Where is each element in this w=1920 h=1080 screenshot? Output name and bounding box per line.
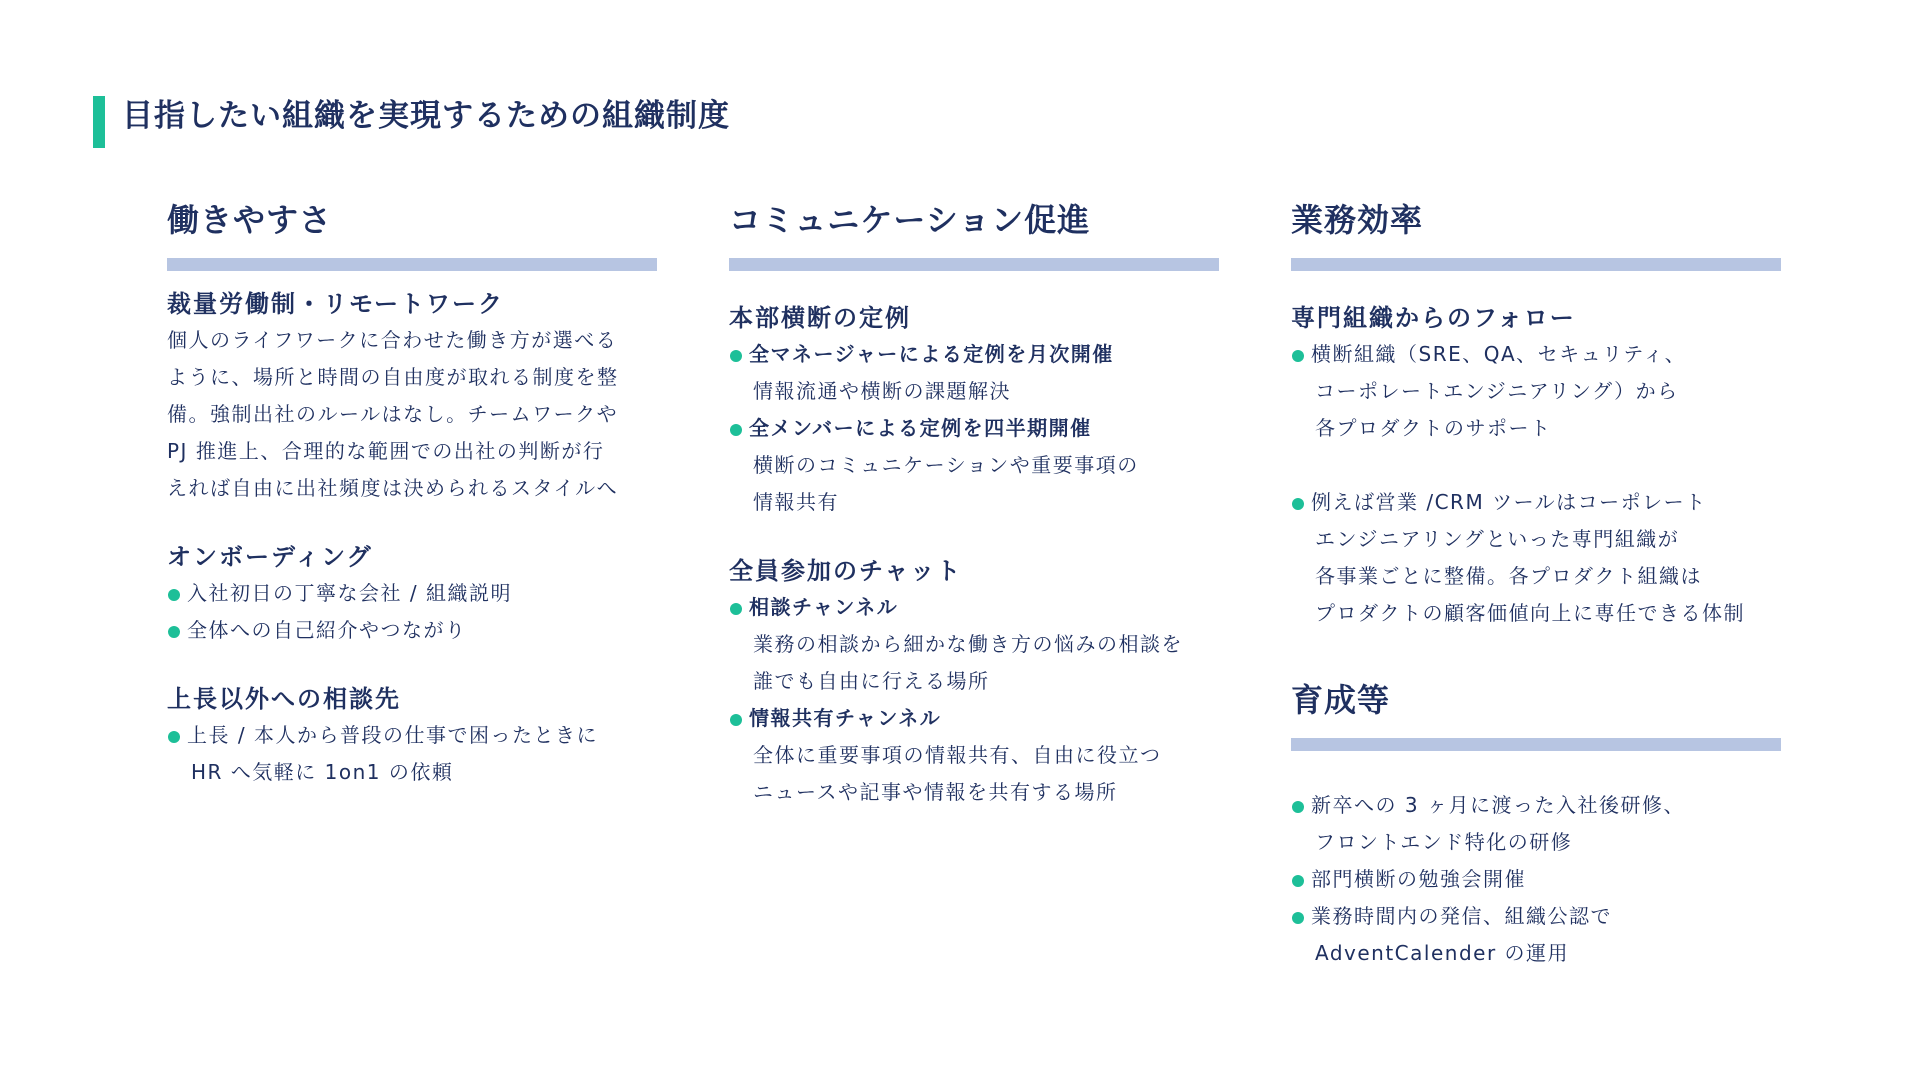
section-heading: 裁量労働制・リモートワーク [167, 290, 505, 318]
bullet-detail: 誰でも自由に行える場所 [753, 669, 990, 693]
title-accent-bar [93, 96, 105, 148]
paragraph-line: 備。強制出社のルールはなし。チームワークや [167, 402, 619, 426]
bullet-continuation: エンジニアリングといった専門組織が [1315, 527, 1680, 551]
section-discretionary-remote [167, 287, 657, 507]
slide-title: 目指したい組織を実現するための組織制度 [122, 98, 730, 134]
section-heading: オンボーディング [167, 543, 373, 571]
section-heading: 専門組織からのフォロー [1291, 304, 1576, 332]
bullet-detail: ニュースや記事や情報を共有する場所 [753, 780, 1118, 804]
column-title: 業務効率 [1291, 201, 1424, 239]
bullet-item: 全マネージャーによる定例を月次開催 [729, 336, 1219, 373]
column-subtitle: 育成等 [1291, 681, 1391, 719]
bullet-continuation: 各プロダクトのサポート [1315, 416, 1552, 440]
bullet-dot-icon [730, 350, 742, 362]
section-specialist-follow [1291, 301, 1781, 632]
bullet-dot-icon [1292, 875, 1304, 887]
bullet-dot-icon [1292, 912, 1304, 924]
bullet-dot-icon [168, 626, 180, 638]
bullet-item: 入社初日の丁寧な会社 / 組織説明 [167, 575, 657, 612]
bullet-item: 相談チャンネル [729, 589, 1219, 626]
paragraph-line: ように、場所と時間の自由度が取れる制度を整 [167, 365, 619, 389]
bullet-continuation: フロントエンド特化の研修 [1315, 830, 1573, 854]
paragraph-line: PJ 推進上、合理的な範囲での出社の判断が行 [167, 439, 605, 463]
section-development [1291, 676, 1781, 972]
section-all-hands-chat [729, 554, 1219, 811]
bullet-item: 部門横断の勉強会開催 [1291, 861, 1781, 898]
section-onboarding [167, 540, 657, 649]
column-divider-bar [1291, 738, 1781, 751]
bullet-dot-icon [168, 731, 180, 743]
bullet-item: 業務時間内の発信、組織公認で [1291, 898, 1781, 935]
bullet-item: 新卒への 3 ヶ月に渡った入社後研修、 [1291, 787, 1781, 824]
bullet-detail: 業務の相談から細かな働き方の悩みの相談を [753, 632, 1183, 656]
bullet-dot-icon [1292, 801, 1304, 813]
bullet-dot-icon [168, 589, 180, 601]
section-cross-meetings [729, 301, 1219, 521]
column-efficiency [1291, 196, 1781, 972]
bullet-dot-icon [730, 603, 742, 615]
bullet-detail: 情報共有 [753, 490, 839, 514]
bullet-dot-icon [730, 714, 742, 726]
paragraph-line: 個人のライフワークに合わせた働き方が選べる [167, 328, 618, 352]
column-divider-bar [167, 258, 657, 271]
column-work-style [167, 196, 657, 791]
bullet-continuation: 各事業ごとに整備。各プロダクト組織は [1315, 564, 1702, 588]
bullet-item: 例えば営業 /CRM ツールはコーポレート [1291, 484, 1781, 521]
column-communication [729, 196, 1219, 811]
section-heading: 全員参加のチャット [729, 557, 963, 585]
column-divider-bar [1291, 258, 1781, 271]
bullet-dot-icon [1292, 350, 1304, 362]
bullet-item: 横断組織（SRE、QA、セキュリティ、 [1291, 336, 1781, 373]
bullet-continuation: AdventCalender の運用 [1315, 941, 1570, 965]
bullet-item: 全体への自己紹介やつながり [167, 612, 657, 649]
bullet-continuation: HR へ気軽に 1on1 の依頼 [191, 760, 454, 784]
bullet-item: 上長 / 本人から普段の仕事で困ったときに [167, 717, 657, 754]
bullet-dot-icon [1292, 498, 1304, 510]
bullet-detail: 全体に重要事項の情報共有、自由に役立つ [753, 743, 1162, 767]
bullet-detail: 情報流通や横断の課題解決 [753, 379, 1011, 403]
column-title: コミュニケーション促進 [729, 201, 1091, 239]
bullet-dot-icon [730, 424, 742, 436]
section-heading: 上長以外への相談先 [167, 685, 401, 713]
paragraph-line: えれば自由に出社頻度は決められるスタイルへ [167, 476, 619, 500]
section-consultation [167, 682, 657, 791]
bullet-detail: 横断のコミュニケーションや重要事項の [753, 453, 1139, 477]
section-heading: 本部横断の定例 [729, 304, 911, 332]
bullet-item: 情報共有チャンネル [729, 700, 1219, 737]
bullet-continuation: コーポレートエンジニアリング）から [1315, 379, 1679, 403]
column-divider-bar [729, 258, 1219, 271]
column-title: 働きやすさ [167, 201, 333, 239]
bullet-continuation: プロダクトの顧客価値向上に専任できる体制 [1315, 601, 1745, 625]
bullet-item: 全メンバーによる定例を四半期開催 [729, 410, 1219, 447]
